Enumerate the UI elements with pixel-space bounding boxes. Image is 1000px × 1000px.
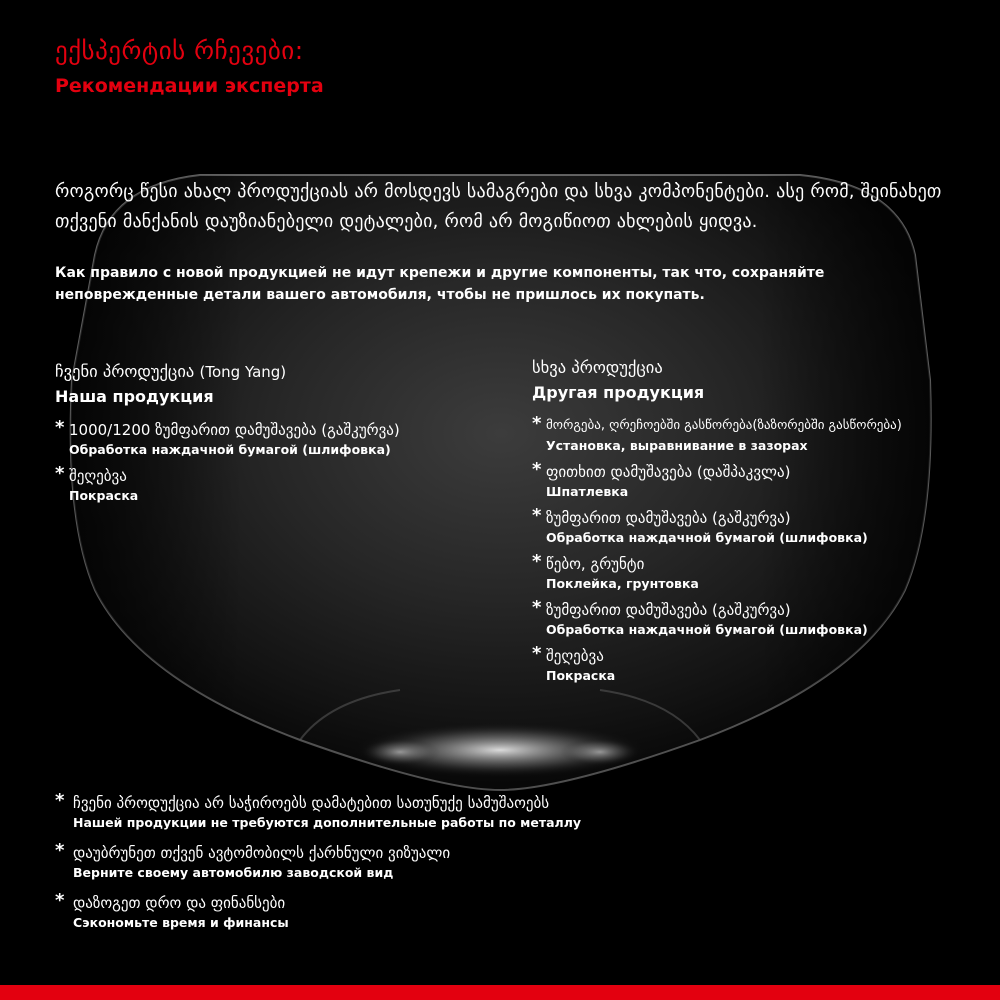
benefit-text-russian: Верните своему автомобилю заводской вид (73, 865, 394, 880)
our-products-heading-label: ჩვენი პროდუქცია (55, 362, 195, 381)
list-item (532, 459, 1000, 502)
item-text-russian: Покраска (546, 668, 616, 683)
benefit-text-georgian: დაზოგეთ დრო და ფინანსები (73, 894, 286, 912)
item-text-russian: Шпатлевка (546, 484, 629, 499)
page-title-russian: Рекомендации эксперта (55, 75, 324, 97)
bullet-star-icon: * (55, 890, 65, 911)
item-text-georgian: ზუმფარით დამუშავება (გაშკურვა) (546, 509, 791, 527)
bullet-star-icon: * (532, 505, 542, 526)
list-item (55, 790, 955, 833)
list-item (55, 890, 955, 933)
bullet-star-icon: * (532, 459, 542, 480)
benefit-text-georgian: ჩვენი პროდუქცია არ საჭიროებს დამატებით სათუნუქე სამუშაოებს (73, 794, 550, 812)
benefits-section (55, 790, 955, 943)
list-item (55, 417, 505, 460)
bullet-star-icon: * (532, 597, 542, 618)
bullet-star-icon: * (55, 790, 65, 811)
bullet-star-icon: * (55, 840, 65, 861)
bullet-star-icon: * (55, 463, 65, 484)
bullet-star-icon: * (55, 417, 65, 438)
other-products-heading-russian: Другая продукция (532, 383, 705, 402)
benefit-text-russian: Сэкономьте время и финансы (73, 915, 289, 930)
page-title-georgian: ექსპერტის რჩევები: (55, 36, 304, 65)
item-text-georgian: შეღებვა (69, 467, 127, 485)
benefit-text-georgian: დაუბრუნეთ თქვენ ავტომობილს ქარხნული ვიზუალი (73, 844, 451, 862)
our-products-heading-russian: Наша продукция (55, 387, 214, 406)
item-text-russian: Установка, выравнивание в зазорах (546, 438, 808, 453)
our-products-section (55, 362, 505, 512)
item-text-russian: Обработка наждачной бумагой (шлифовка) (546, 622, 868, 637)
other-products-section (532, 358, 1000, 692)
list-item (532, 551, 1000, 594)
list-item (55, 463, 505, 506)
item-text-georgian: შეღებვა (546, 647, 604, 665)
list-item (532, 413, 1000, 456)
bullet-star-icon: * (532, 643, 542, 664)
footer-red-bar (0, 985, 1000, 1000)
item-text-russian: Покраска (69, 488, 139, 503)
item-text-georgian: ფითხით დამუშავება (დაშპაკვლა) (546, 463, 791, 481)
item-text-georgian: 1000/1200 ზუმფარით დამუშავება (გაშკურვა) (69, 421, 400, 439)
intro-text-russian: Как правило с новой продукцией не идут крепежи и другие компоненты, так что, сохраняйте неповрежденные детали вашего автомобиля, чтобы не пришлось их покупать. (55, 265, 825, 303)
item-text-georgian: მორგება, ღრეჩოებში გასწორება(ზაზორებში გასწორება) (546, 418, 902, 433)
item-text-russian: Обработка наждачной бумагой (шлифовка) (546, 530, 868, 545)
item-text-georgian: წებო, გრუნტი (546, 555, 645, 573)
other-products-heading-georgian: სხვა პროდუქცია (532, 358, 663, 377)
item-text-georgian: ზუმფარით დამუშავება (გაშკურვა) (546, 601, 791, 619)
list-item (532, 643, 1000, 686)
bullet-star-icon: * (532, 413, 542, 434)
our-products-heading-georgian (55, 362, 505, 381)
bullet-star-icon: * (532, 551, 542, 572)
list-item (55, 840, 955, 883)
list-item (532, 505, 1000, 548)
list-item (532, 597, 1000, 640)
benefit-text-russian: Нашей продукции не требуются дополнительные работы по металлу (73, 815, 582, 830)
our-products-brand: (Tong Yang) (199, 363, 287, 381)
item-text-russian: Поклейка, грунтовка (546, 576, 699, 591)
intro-text-georgian: როგორც წესი ახალ პროდუქციას არ მოსდევს სამაგრები და სხვა კომპონენტები. ასე რომ, შეინახეთ თქვენი მანქანის დაუზიანებელი დეტალები, რომ არ მოგიწიოთ ახლების ყიდვა. (55, 181, 942, 232)
item-text-russian: Обработка наждачной бумагой (шлифовка) (69, 442, 391, 457)
